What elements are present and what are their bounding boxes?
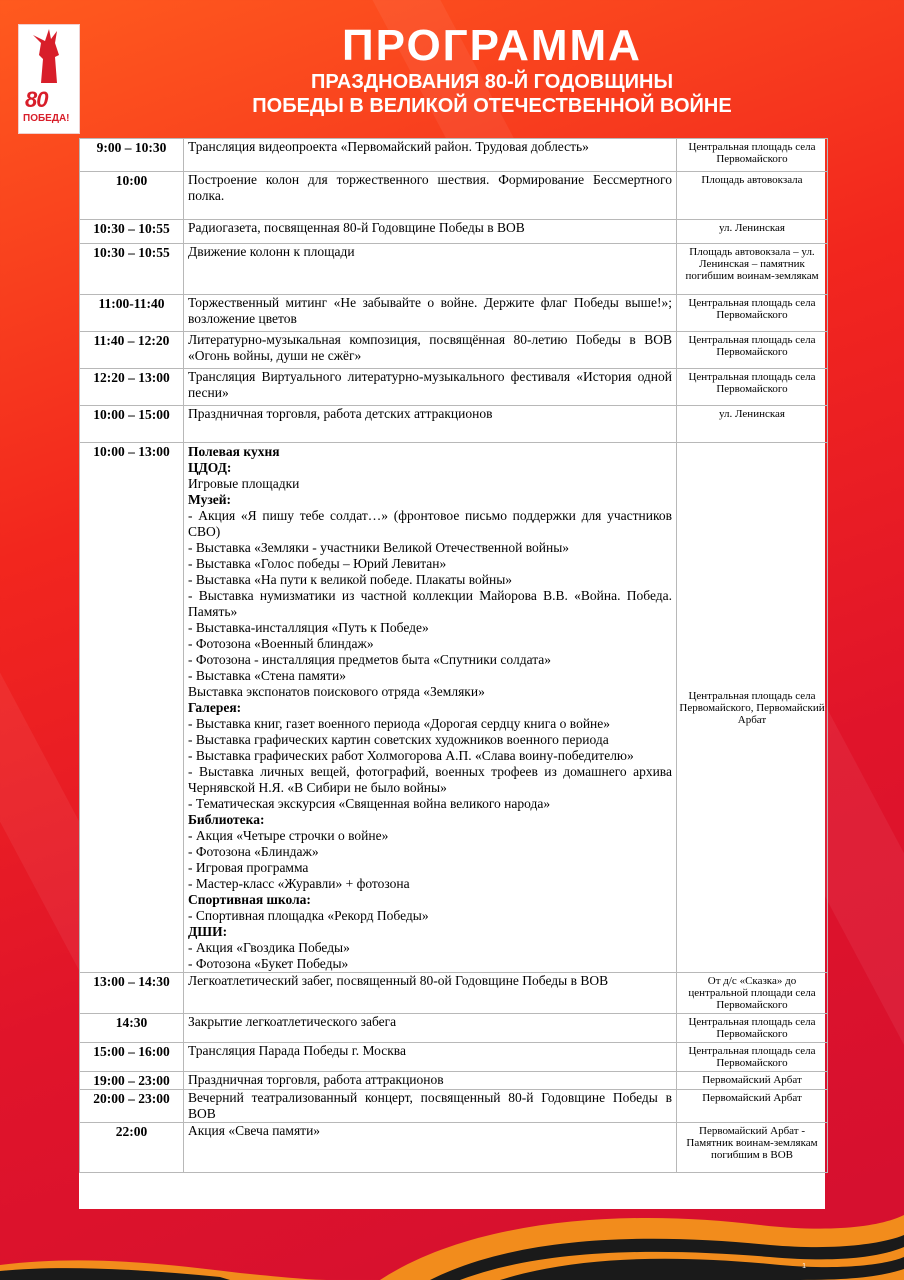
time-cell: 20:00 – 23:00 [80,1090,184,1123]
victory-80-logo [18,24,80,134]
list-item: Выставка экспонатов поискового отряда «Земляки» [188,684,485,699]
event-cell: Радиогазета, посвященная 80-й Годовщине Победы в ВОВ [184,220,677,244]
list-item: - Фотозона - инсталляция предметов быта «Спутники солдата» [188,652,552,667]
list-item: - Выставка «Земляки - участники Великой Отечественной войны» [188,540,570,555]
list-item: - Мастер-класс «Журавли» + фотозона [188,876,410,891]
place-cell: Первомайский Арбат - Памятник воинам-землякам погибшим в ВОВ [677,1123,828,1173]
time-cell: 14:30 [80,1014,184,1043]
place-cell: Центральная площадь села Первомайского [677,1043,828,1072]
time-cell: 19:00 – 23:00 [80,1072,184,1090]
table-row [80,443,828,973]
time-cell: 10:00 [80,172,184,220]
time-cell: 10:30 – 10:55 [80,220,184,244]
time-cell: 9:00 – 10:30 [80,139,184,172]
time-cell: 22:00 [80,1123,184,1173]
table-row [80,1043,828,1072]
place-cell: Центральная площадь села Первомайского [677,1014,828,1043]
list-item: - Выставка личных вещей, фотографий, военных трофеев из домашнего архива Чернявской Н.Я. «В Сибири не было войны» [188,764,672,795]
table-row [80,973,828,1014]
list-item: - Фотозона «Букет Победы» [188,956,349,971]
time-cell: 11:00-11:40 [80,295,184,332]
place-cell: Центральная площадь села Первомайского [677,369,828,406]
list-item: - Выставка «Голос победы – Юрий Левитан» [188,556,447,571]
section-heading: Библиотека: [188,812,265,827]
list-item: - Акция «Гвоздика Победы» [188,940,350,955]
place-cell: Центральная площадь села Первомайского [677,139,828,172]
place-cell: Площадь автовокзала – ул. Ленинская – памятник погибшим воинам-землякам [677,244,828,295]
page-subtitle-line2: ПОБЕДЫ В ВЕЛИКОЙ ОТЕЧЕСТВЕННОЙ ВОЙНЕ [252,95,732,117]
place-cell: Первомайский Арбат [677,1072,828,1090]
section-heading: Полевая кухня [188,444,280,459]
list-item: - Акция «Я пишу тебе солдат…» (фронтовое письмо поддержки для участников СВО) [188,508,672,539]
table-row [80,1072,828,1090]
event-cell [184,443,677,973]
event-cell: Литературно-музыкальная композиция, посвящённая 80-летию Победы в ВОВ «Огонь войны, души не сжёг» [184,332,677,369]
table-row [80,1014,828,1043]
table-row [80,406,828,443]
logo-word: ПОБЕДА! [23,113,70,124]
event-cell: Праздничная торговля, работа аттракционов [184,1072,677,1090]
logo-number: 80 [25,87,48,112]
table-row [80,220,828,244]
event-cell: Построение колон для торжественного шествия. Формирование Бессмертного полка. [184,172,677,220]
place-cell: ул. Ленинская [677,406,828,443]
table-row [80,369,828,406]
list-item: - Выставка «На пути к великой победе. Плакаты войны» [188,572,513,587]
place-cell: Центральная площадь села Первомайского, Первомайский Арбат [677,443,828,973]
list-item: - Спортивная площадка «Рекорд Победы» [188,908,429,923]
list-item: - Фотозона «Военный блиндаж» [188,636,374,651]
event-cell: Трансляция видеопроекта «Первомайский район. Трудовая доблесть» [184,139,677,172]
list-item: - Выставка нумизматики из частной коллекции Майорова В.В. «Война. Победа. Память» [188,588,672,619]
section-heading: ДШИ: [188,924,228,939]
list-item: - Выставка-инсталляция «Путь к Победе» [188,620,429,635]
motherland-statue-icon [19,25,79,87]
table-row [80,295,828,332]
list-item: - Игровая программа [188,860,309,875]
page-title: ПРОГРАММА [342,21,642,70]
time-cell: 10:00 – 15:00 [80,406,184,443]
table-row [80,1090,828,1123]
page-header [80,22,904,118]
list-item: - Тематическая экскурсия «Священная война великого народа» [188,796,551,811]
time-cell: 12:20 – 13:00 [80,369,184,406]
event-cell: Вечерний театрализованный концерт, посвященный 80-й Годовщине Победы в ВОВ [184,1090,677,1123]
list-item: - Выставка графических картин советских художников военного периода [188,732,609,747]
place-cell: ул. Ленинская [677,220,828,244]
event-cell: Движение колонн к площади [184,244,677,295]
table-row [80,139,828,172]
event-cell: Акция «Свеча памяти» [184,1123,677,1173]
table-row [80,244,828,295]
list-item: - Фотозона «Блиндаж» [188,844,319,859]
section-heading: Галерея: [188,700,242,715]
section-heading: Музей: [188,492,232,507]
event-cell: Трансляция Парада Победы г. Москва [184,1043,677,1072]
table-row [80,332,828,369]
time-cell: 15:00 – 16:00 [80,1043,184,1072]
list-item: - Выставка графических работ Холмогорова А.П. «Слава воину-победителю» [188,748,634,763]
event-cell: Легкоатлетический забег, посвященный 80-ой Годовщине Победы в ВОВ [184,973,677,1014]
event-cell: Торжественный митинг «Не забывайте о войне. Держите флаг Победы выше!»; возложение цветов [184,295,677,332]
event-cell: Закрытие легкоатлетического забега [184,1014,677,1043]
page-subtitle-line1: ПРАЗДНОВАНИЯ 80-Й ГОДОВЩИНЫ [310,71,674,93]
place-cell: Первомайский Арбат [677,1090,828,1123]
page-number: 1 [802,1263,806,1270]
section-heading: ЦДОД: [188,460,232,475]
program-sheet [79,138,825,1209]
list-item: Игровые площадки [188,476,300,491]
table-row [80,172,828,220]
list-item: - Выставка книг, газет военного периода «Дорогая сердцу книга о войне» [188,716,611,731]
place-cell: Центральная площадь села Первомайского [677,295,828,332]
list-item: - Выставка «Стена памяти» [188,668,346,683]
event-cell: Трансляция Виртуального литературно-музыкального фестиваля «История одной песни» [184,369,677,406]
list-item: - Акция «Четыре строчки о войне» [188,828,389,843]
event-cell: Праздничная торговля, работа детских аттракционов [184,406,677,443]
place-cell: Центральная площадь села Первомайского [677,332,828,369]
time-cell: 10:00 – 13:00 [80,443,184,973]
schedule-table [79,138,828,1173]
place-cell: Площадь автовокзала [677,172,828,220]
st-george-ribbon [0,1155,904,1280]
time-cell: 13:00 – 14:30 [80,973,184,1014]
time-cell: 11:40 – 12:20 [80,332,184,369]
section-heading: Спортивная школа: [188,892,311,907]
place-cell: От д/с «Сказка» до центральной площади села Первомайского [677,973,828,1014]
time-cell: 10:30 – 10:55 [80,244,184,295]
